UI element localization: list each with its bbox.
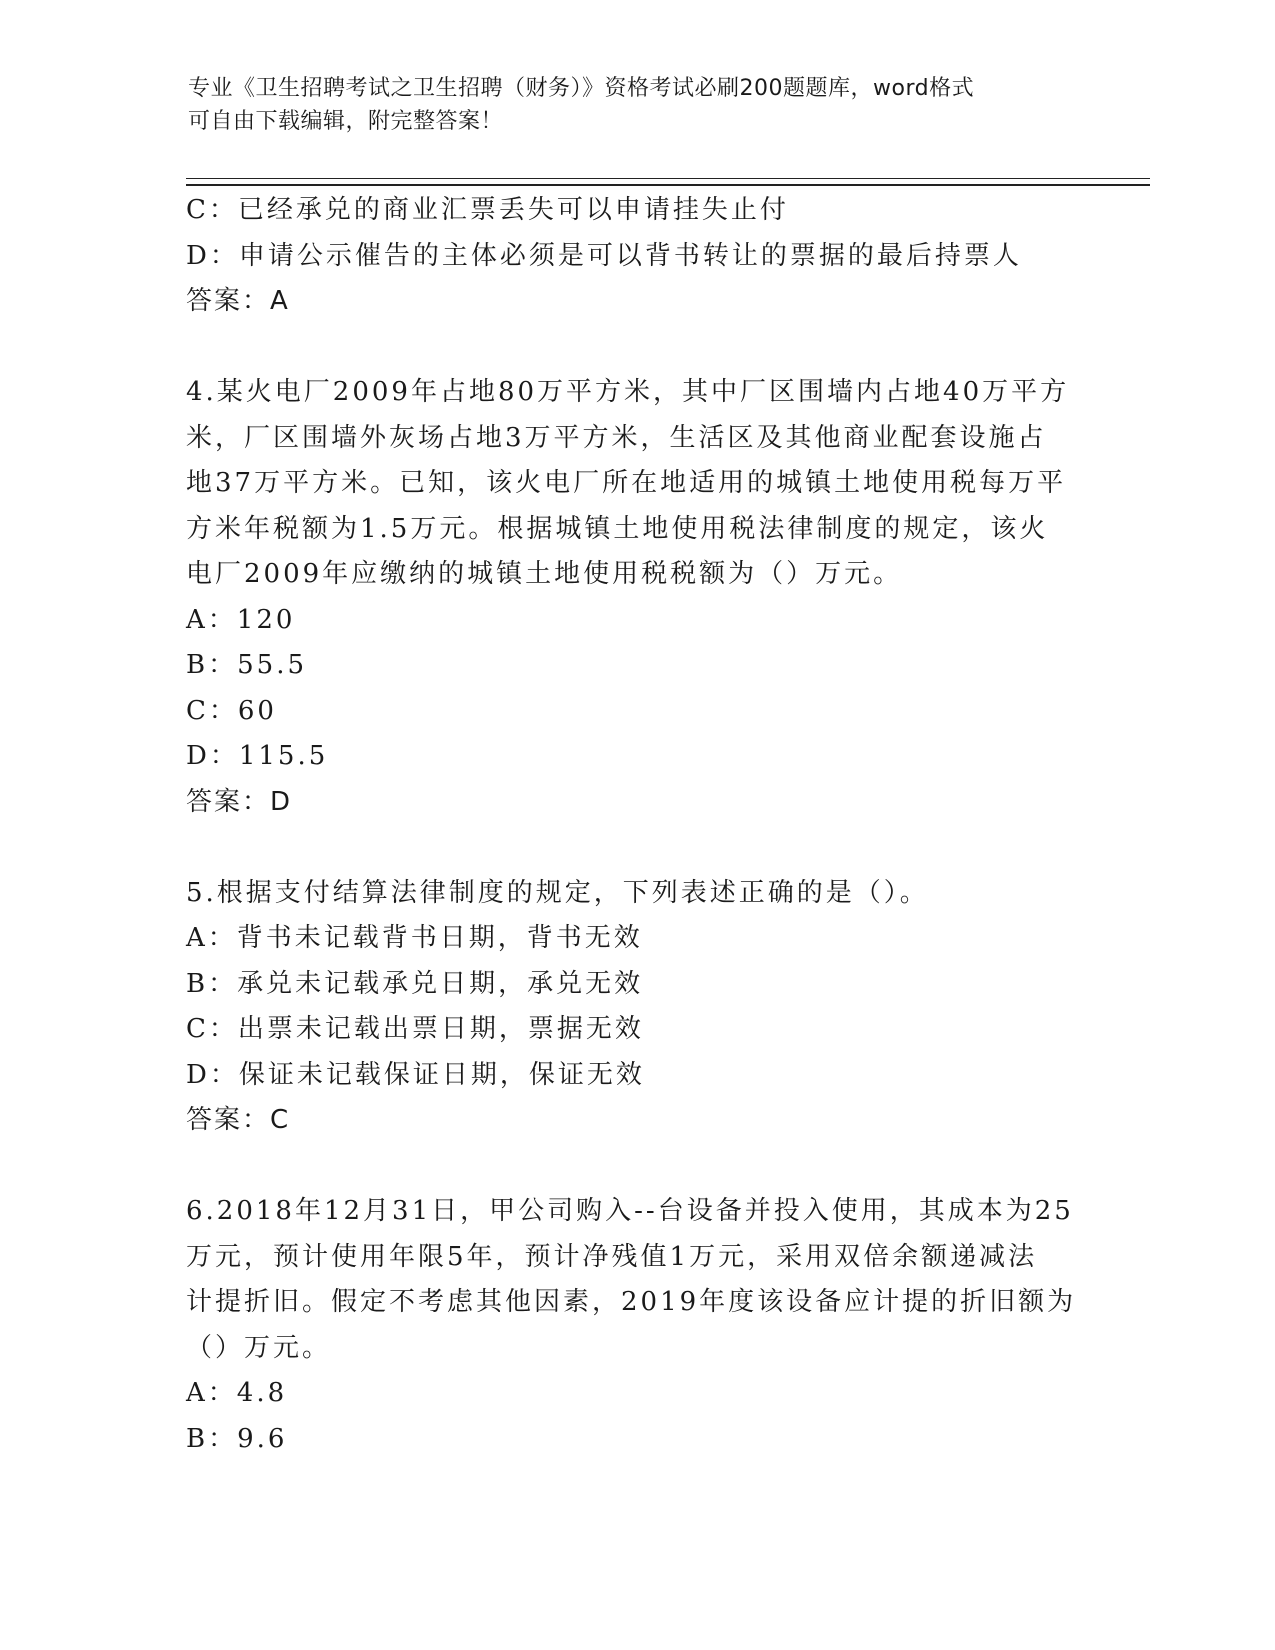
q4-stem-line: 方米年税额为1.5万元。根据城镇土地使用税法律制度的规定，该火 (186, 513, 1049, 544)
spacer (186, 325, 1086, 371)
q4-option-b: B：55.5 (186, 650, 307, 680)
header-divider (186, 178, 1150, 186)
spacer (186, 825, 1086, 871)
q6-stem-line: （）万元。 (186, 1332, 332, 1363)
question-4 (186, 370, 1086, 825)
q3-answer: 答案：A (186, 286, 290, 316)
q5-stem: 5.根据支付结算法律制度的规定，下列表述正确的是（）。 (186, 877, 929, 908)
q6-option-a: A：4.8 (186, 1378, 288, 1408)
q5-option-d: D：保证未记载保证日期，保证无效 (186, 1059, 645, 1090)
header-title-line-2: 可自由下载编辑，附完整答案！ (188, 109, 504, 134)
q4-option-a: A：120 (186, 604, 296, 635)
q3-option-d: D：申请公示催告的主体必须是可以背书转让的票据的最后持票人 (186, 240, 1022, 271)
q5-answer: 答案：C (186, 1105, 291, 1135)
q6-stem-line: 万元，预计使用年限5年，预计净残值1万元，采用双倍余额递减法 (186, 1241, 1038, 1272)
question-5 (186, 871, 1086, 1144)
q6-stem-line: 6.2018年12月31日，甲公司购入--台设备并投入使用，其成本为25 (186, 1196, 1074, 1226)
q4-option-c: C：60 (186, 695, 277, 726)
q4-stem-line: 地37万平方米。已知，该火电厂所在地适用的城镇土地使用税每万平 (186, 468, 1067, 498)
q4-option-d: D：115.5 (186, 741, 329, 771)
q5-option-a: A：背书未记载背书日期，背书无效 (186, 923, 643, 953)
spacer (186, 1144, 1086, 1190)
question-3-tail (186, 188, 1086, 325)
document-body (186, 188, 1086, 1462)
header-title-line-1: 专业《卫生招聘考试之卫生招聘（财务）》资格考试必刷200题题库，word格式 (188, 76, 975, 101)
q5-option-c: C：出票未记载出票日期，票据无效 (186, 1014, 644, 1044)
q5-option-b: B：承兑未记载承兑日期，承兑无效 (186, 968, 644, 999)
document-header (188, 72, 1088, 138)
q6-stem-line: 计提折旧。假定不考虑其他因素，2019年度该设备应计提的折旧额为 (186, 1287, 1077, 1317)
q4-answer: 答案：D (186, 786, 293, 817)
q4-stem-line: 4.某火电厂2009年占地80万平方米，其中厂区围墙内占地40万平方 (186, 377, 1070, 407)
q4-stem-line: 米，厂区围墙外灰场占地3万平方米，生活区及其他商业配套设施占 (186, 422, 1047, 453)
q4-stem-line: 电厂2009年应缴纳的城镇土地使用税税额为（）万元。 (186, 559, 903, 589)
q6-option-b: B：9.6 (186, 1423, 288, 1454)
q3-option-c: C：已经承兑的商业汇票丢失可以申请挂失止付 (186, 195, 789, 225)
question-6 (186, 1189, 1086, 1462)
